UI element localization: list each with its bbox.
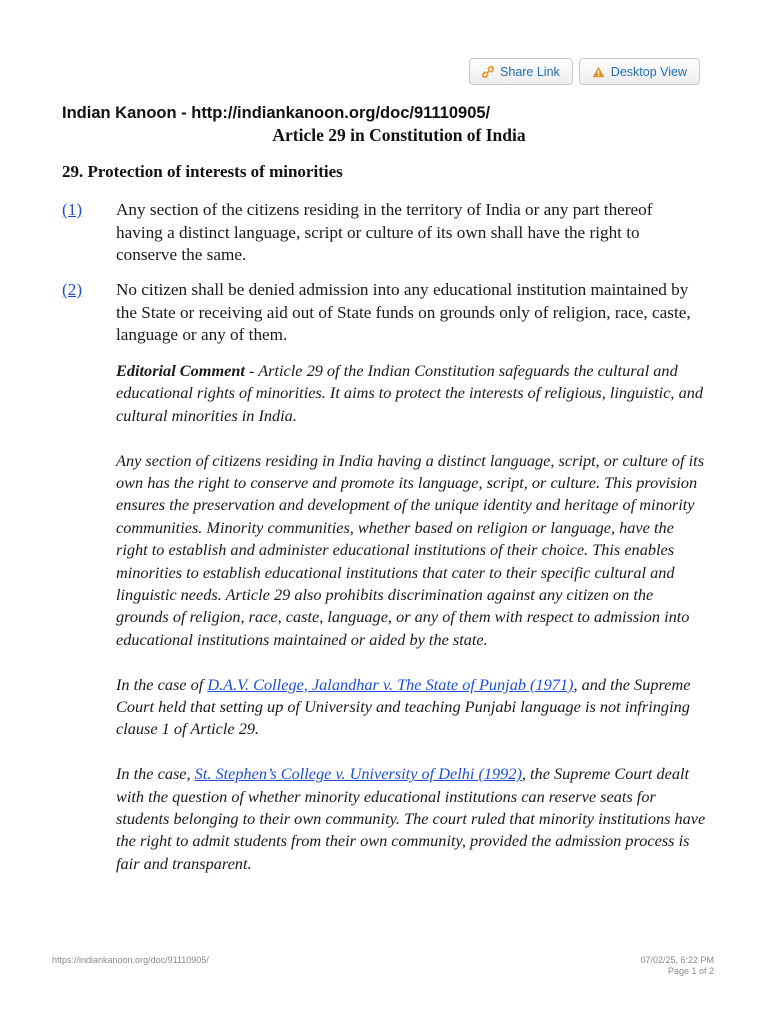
editorial-paragraph-4 (116, 763, 706, 875)
editorial-label: Editorial Comment (116, 361, 245, 380)
clause-2 (62, 279, 702, 347)
section-title: 29. Protection of interests of minorities (62, 162, 343, 181)
clause-1-text: Any section of the citizens residing in the territory of India or any part thereof having a distinct language, script or culture of its own shall have the right to conserve the same. (116, 200, 653, 264)
editorial-paragraph-2: Any section of citizens residing in India having a distinct language, script, or culture of its own has the right to conserve and promote its language, script, or culture. This provision ensures the preservation and development of the unique identity and heritage of minority communities. Minority communities, whether based on religion or language, have the right to establish and administer educational institutions of their choice. This enables minorities to establish educational institutions that cater to their specific cultural and linguistic needs. Article 29 also prohibits discrimination against any citizen on the grounds of religion, race, caste, language, or any of them with respect to admission into educational institutions maintained or aided by the state. (116, 450, 705, 649)
footer-page-number: Page 1 of 2 (667, 966, 714, 976)
link-icon (482, 66, 494, 78)
st-stephens-case-link[interactable]: St. Stephen’s College v. University of Delhi (1992) (194, 764, 522, 784)
desktop-view-label: Desktop View (610, 64, 687, 79)
document-title: Article 29 in Constitution of India (272, 125, 526, 145)
share-link-label: Share Link (500, 64, 560, 79)
toolbar (469, 58, 700, 85)
editorial-paragraph-4-post: , the Supreme Court dealt with the question of whether minority educational institutions can reserve seats for students belonging to their own community. The court ruled that minority institutions have the right to admit students from their own community, provided the admission process is fair and transparent. (116, 764, 706, 873)
editorial-paragraph-3 (116, 674, 706, 741)
clause-2-text: No citizen shall be denied admission into any educational institution maintained by the State or receiving aid out of State funds on grounds only of religion, race, caste, language or any of them. (116, 280, 691, 344)
editorial-paragraph-3-post: , and the Supreme Court held that setting up of University and teaching Punjabi language is not infringing clause 1 of Article 29. (116, 674, 691, 739)
editorial-paragraph-1-text: - Article 29 of the Indian Constitution safeguards the cultural and educational rights of minorities. It aims to protect the interests of religious, linguistic, and cultural minorities in India. (116, 361, 703, 425)
footer-url: https://indiankanoon.org/doc/91110905/ (52, 955, 209, 965)
desktop-view-button[interactable] (579, 58, 700, 85)
share-link-button[interactable] (469, 58, 573, 85)
clause-1-link[interactable]: (1) (62, 200, 83, 219)
editorial-paragraph-3-pre: In the case of (116, 674, 208, 694)
warning-icon (592, 66, 605, 78)
editorial-comment (116, 360, 706, 898)
editorial-paragraph-4-pre: In the case, (116, 764, 195, 784)
site-header: Indian Kanoon - http://indiankanoon.org/doc/91110905/ (62, 104, 491, 122)
editorial-paragraph-1 (116, 360, 706, 427)
dav-college-case-link[interactable]: D.A.V. College, Jalandhar v. The State of Punjab (1971) (207, 674, 574, 694)
clause-2-link[interactable]: (2) (62, 280, 83, 299)
footer-timestamp: 07/02/25, 6:22 PM (640, 955, 714, 965)
clause-1 (62, 199, 702, 267)
